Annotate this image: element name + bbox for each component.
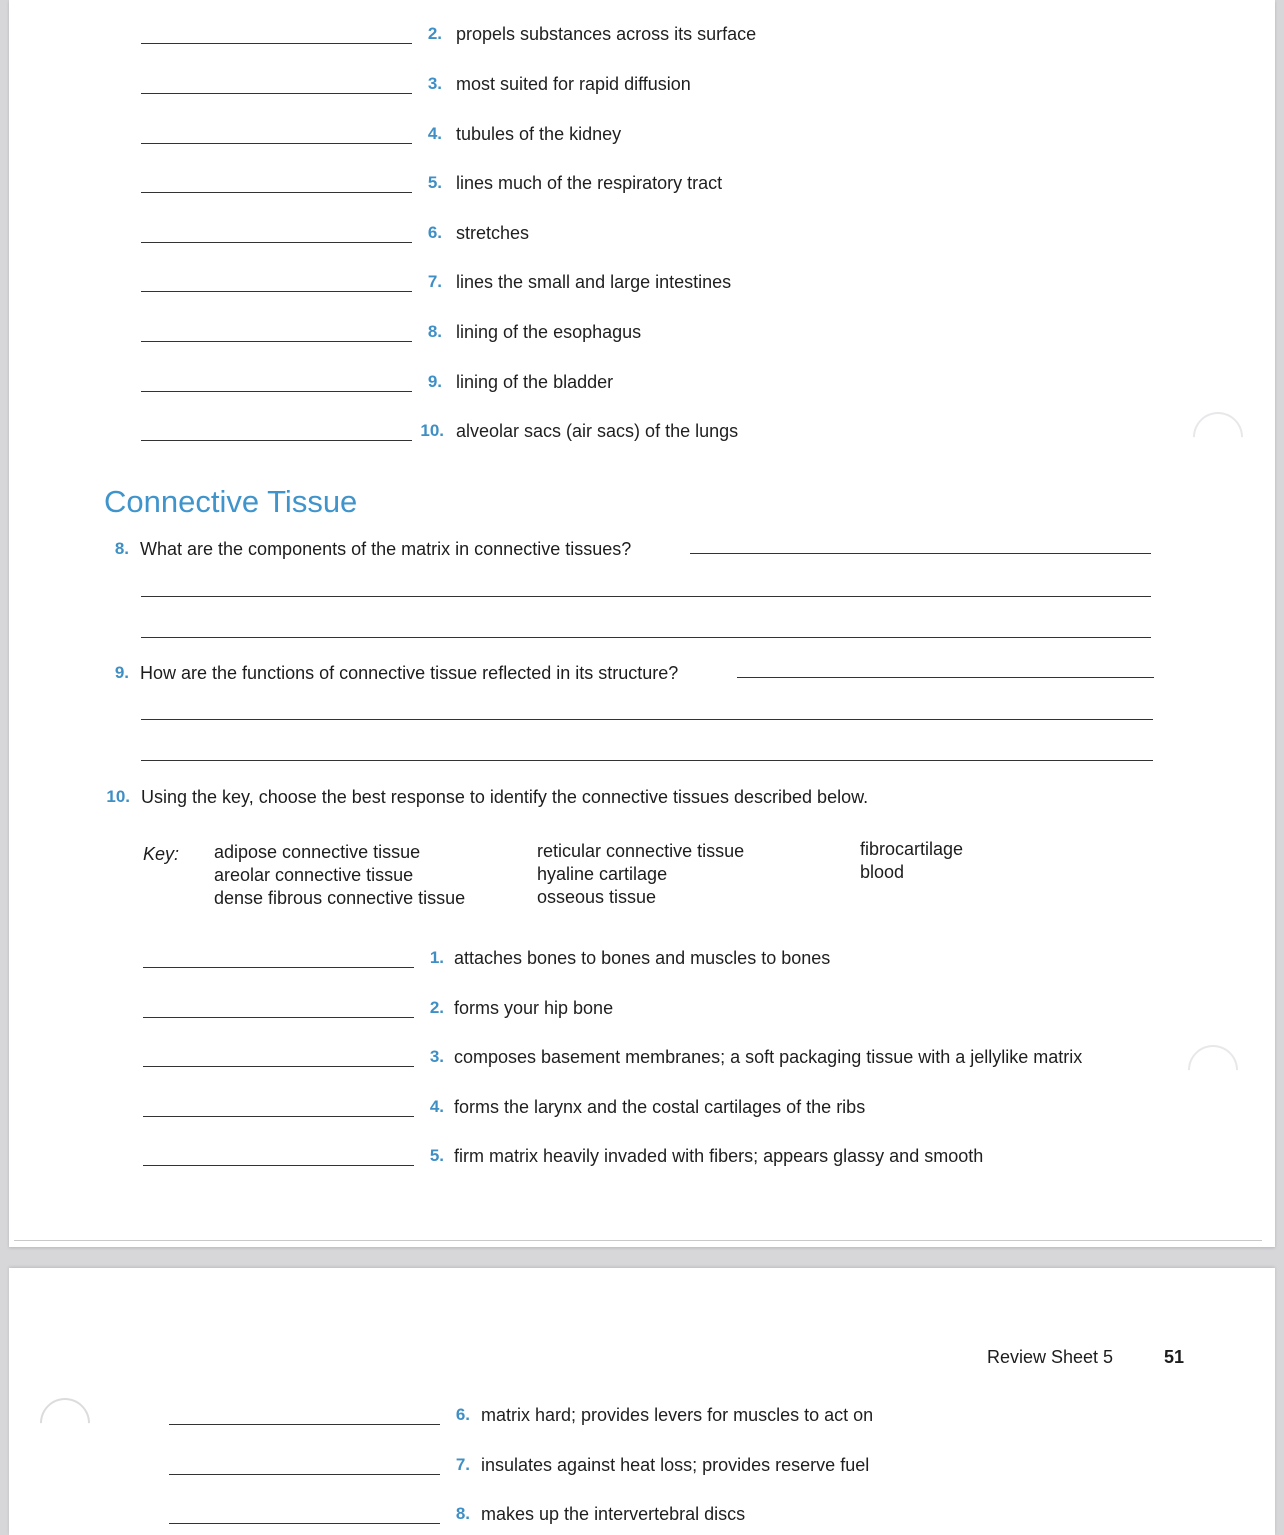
worksheet-page-2	[9, 1268, 1275, 1535]
section-heading: Connective Tissue	[104, 484, 358, 519]
item-description: most suited for rapid diffusion	[456, 74, 691, 94]
match-row	[0, 1453, 1284, 1477]
answer-blank[interactable]	[143, 1017, 414, 1018]
answer-line[interactable]	[141, 637, 1151, 638]
answer-blank[interactable]	[141, 341, 412, 342]
answer-blank[interactable]	[141, 291, 412, 292]
match-row	[0, 171, 1284, 195]
match-row	[0, 72, 1284, 96]
page-number: 51	[1164, 1347, 1185, 1367]
answer-blank[interactable]	[169, 1424, 440, 1425]
answer-blank[interactable]	[141, 43, 412, 44]
match-row	[0, 221, 1284, 245]
answer-line[interactable]	[737, 677, 1154, 678]
item-description: matrix hard; provides levers for muscles to act on	[481, 1405, 874, 1425]
item-number: 6.	[427, 223, 442, 242]
item-number: 1.	[429, 948, 444, 967]
match-row	[0, 122, 1284, 146]
item-description: attaches bones to bones and muscles to bones	[454, 948, 831, 968]
question-number: 10.	[106, 787, 130, 806]
key-option: osseous tissue	[537, 887, 657, 907]
question-9	[0, 660, 1284, 686]
answer-line[interactable]	[141, 596, 1151, 597]
item-number: 3.	[427, 74, 442, 93]
item-description: alveolar sacs (air sacs) of the lungs	[456, 421, 739, 441]
match-row	[0, 419, 1284, 443]
question-text: How are the functions of connective tissue reflected in its structure?	[140, 663, 679, 683]
key-option: reticular connective tissue	[537, 841, 745, 861]
key-option: areolar connective tissue	[214, 865, 414, 885]
match-row	[0, 320, 1284, 344]
item-description: tubules of the kidney	[456, 124, 622, 144]
match-row	[0, 370, 1284, 394]
match-row	[0, 270, 1284, 294]
match-row	[0, 1144, 1284, 1168]
item-description: lines the small and large intestines	[456, 272, 732, 292]
item-number: 2.	[427, 24, 442, 43]
match-row	[0, 22, 1284, 46]
item-description: makes up the intervertebral discs	[481, 1504, 746, 1524]
key-option: blood	[860, 862, 905, 882]
item-number: 7.	[455, 1455, 470, 1474]
answer-line[interactable]	[141, 719, 1153, 720]
item-description: forms the larynx and the costal cartilages of the ribs	[454, 1097, 866, 1117]
answer-blank[interactable]	[143, 1066, 414, 1067]
item-description: propels substances across its surface	[456, 24, 757, 44]
key-option: adipose connective tissue	[214, 842, 421, 862]
answer-blank[interactable]	[141, 391, 412, 392]
item-number: 4.	[427, 124, 442, 143]
key-label: Key:	[143, 844, 180, 864]
key-column-3	[860, 838, 963, 884]
answer-blank[interactable]	[141, 440, 412, 441]
item-number: 6.	[455, 1405, 470, 1424]
answer-blank[interactable]	[143, 1116, 414, 1117]
answer-blank[interactable]	[169, 1523, 440, 1524]
page-divider	[14, 1240, 1262, 1241]
answer-blank[interactable]	[143, 967, 414, 968]
item-number: 8.	[455, 1504, 470, 1523]
item-number: 10.	[420, 421, 444, 440]
key-column-2	[537, 840, 744, 909]
key-option: hyaline cartilage	[537, 864, 668, 884]
match-row	[0, 996, 1284, 1020]
question-10	[0, 784, 1284, 810]
match-row	[0, 1502, 1284, 1526]
answer-blank[interactable]	[141, 242, 412, 243]
question-8	[0, 536, 1284, 562]
answer-line[interactable]	[141, 760, 1153, 761]
question-number: 8.	[114, 539, 129, 558]
item-description: lining of the esophagus	[456, 322, 642, 342]
match-row	[0, 1045, 1284, 1069]
key-option: fibrocartilage	[860, 839, 964, 859]
item-number: 7.	[427, 272, 442, 291]
item-description: composes basement membranes; a soft packaging tissue with a jellylike matrix	[454, 1047, 1083, 1067]
item-description: lines much of the respiratory tract	[456, 173, 723, 193]
question-text: Using the key, choose the best response to identify the connective tissues described below.	[141, 787, 869, 807]
item-number: 4.	[429, 1097, 444, 1116]
answer-blank[interactable]	[143, 1165, 414, 1166]
question-number: 9.	[114, 663, 129, 682]
item-description: stretches	[456, 223, 530, 243]
answer-blank[interactable]	[141, 192, 412, 193]
answer-blank[interactable]	[141, 143, 412, 144]
item-number: 3.	[429, 1047, 444, 1066]
match-row	[0, 1095, 1284, 1119]
item-number: 2.	[429, 998, 444, 1017]
key-option: dense fibrous connective tissue	[214, 888, 466, 908]
match-row	[0, 1403, 1284, 1427]
item-number: 5.	[429, 1146, 444, 1165]
item-number: 8.	[427, 322, 442, 341]
answer-line[interactable]	[690, 553, 1151, 554]
item-description: forms your hip bone	[454, 998, 614, 1018]
item-description: insulates against heat loss; provides reserve fuel	[481, 1455, 870, 1475]
item-description: firm matrix heavily invaded with fibers; appears glassy and smooth	[454, 1146, 984, 1166]
item-number: 9.	[427, 372, 442, 391]
item-number: 5.	[427, 173, 442, 192]
page-header-title: Review Sheet 5	[987, 1347, 1114, 1367]
key-column-1	[214, 841, 465, 910]
match-row	[0, 946, 1284, 970]
answer-blank[interactable]	[141, 93, 412, 94]
answer-blank[interactable]	[169, 1474, 440, 1475]
item-description: lining of the bladder	[456, 372, 614, 392]
question-text: What are the components of the matrix in connective tissues?	[140, 539, 632, 559]
